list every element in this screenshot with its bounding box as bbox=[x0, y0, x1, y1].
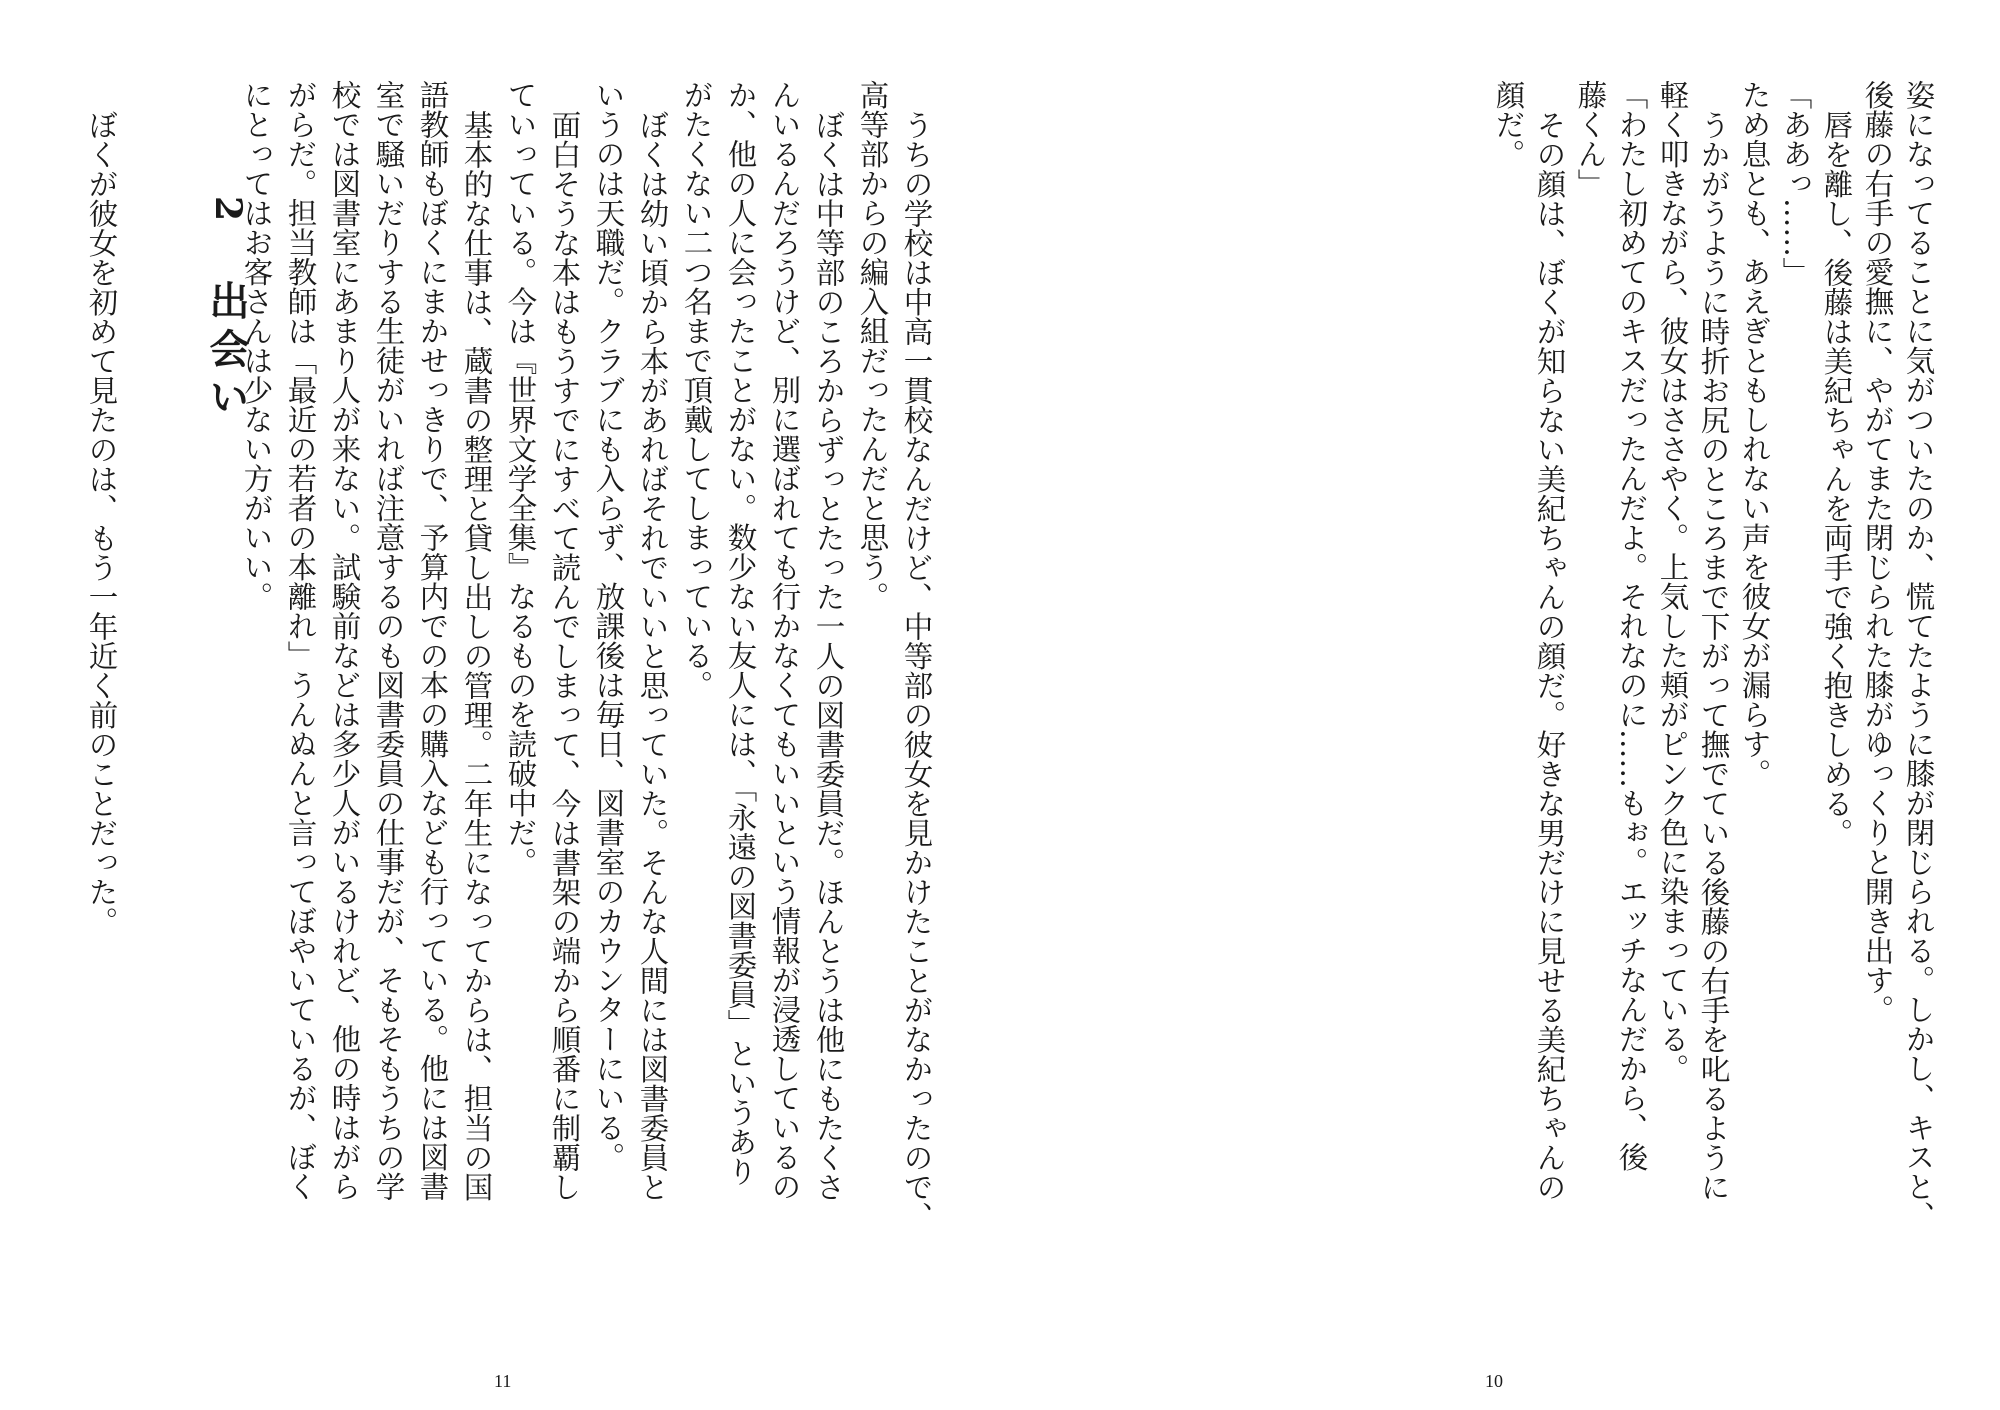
page-number: 11 bbox=[494, 1371, 512, 1391]
page-number: 10 bbox=[1485, 1371, 1503, 1391]
text-line: 軽く叩きながら、彼女はささやく。上気した頬がピンク色に染まっている。 bbox=[1655, 80, 1690, 1083]
text-line: ぼくが彼女を初めて見たのは、もう一年近く前のことだった。 bbox=[84, 110, 119, 936]
text-line: 面白そうな本はもうすでにすべて読んでしまって、今は書架の端から順番に制覇し bbox=[547, 110, 582, 1202]
text-line: 顔だ。 bbox=[1491, 80, 1526, 169]
chapter-number: 2 bbox=[207, 196, 249, 222]
text-line: 姿になってることに気がついたのか、慌てたように膝が閉じられる。しかし、キスと、 bbox=[1901, 80, 1936, 1231]
text-line: ていっている。今は『世界文学全集』なるものを読破中だ。 bbox=[503, 80, 538, 877]
text-line: 「わたし初めてのキスだったんだよ。それなのに……もぉ。エッチなんだから、後 bbox=[1614, 80, 1649, 1172]
text-line: がたくない二つ名まで頂戴してしまっている。 bbox=[679, 80, 714, 700]
text-line: ぼくは幼い頃から本があればそれでいいと思っていた。そんな人間には図書委員と bbox=[635, 110, 670, 1202]
chapter-title: 出会い bbox=[203, 280, 250, 424]
text-line: その顔は、ぼくが知らない美紀ちゃんの顔だ。好きな男だけに見せる美紀ちゃんの bbox=[1532, 110, 1567, 1202]
text-line: 高等部からの編入組だったんだと思う。 bbox=[855, 80, 890, 611]
text-line: 後藤の右手の愛撫に、やがてまた閉じられた膝がゆっくりと開き出す。 bbox=[1860, 80, 1895, 1024]
text-line: いうのは天職だ。クラブにも入らず、放課後は毎日、図書室のカウンターにいる。 bbox=[591, 80, 626, 1172]
text-line: うちの学校は中高一貫校なんだけど、中等部の彼女を見かけたことがなかったので、 bbox=[899, 110, 934, 1231]
text-line: にとってはお客さんは少ない方がいい。 bbox=[239, 80, 274, 611]
text-line: がらだ。担当教師は「最近の若者の本離れ」うんぬんと言ってぼやいているが、ぼく bbox=[283, 80, 318, 1201]
text-line: 校では図書室にあまり人が来ない。試験前などは多少人がいるけれど、他の時はがら bbox=[327, 80, 362, 1201]
text-line: ぼくは中等部のころからずっとたった一人の図書委員だ。ほんとうは他にもたくさ bbox=[811, 110, 846, 1202]
text-line: ため息とも、あえぎともしれない声を彼女が漏らす。 bbox=[1737, 80, 1772, 788]
right-page bbox=[1000, 0, 2000, 1410]
text-line: 基本的な仕事は、蔵書の整理と貸し出しの管理。二年生になってからは、担当の国 bbox=[459, 110, 494, 1202]
text-line: 語教師もぼくにまかせっきりで、予算内での本の購入なども行っている。他には図書 bbox=[415, 80, 450, 1201]
text-line: 室で騒いだりする生徒がいれば注意するのも図書委員の仕事だが、そもそもうちの学 bbox=[371, 80, 406, 1201]
text-line: 唇を離し、後藤は美紀ちゃんを両手で強く抱きしめる。 bbox=[1819, 110, 1854, 848]
text-line: んいるんだろうけど、別に選ばれても行かなくてもいいという情報が浸透しているの bbox=[767, 80, 802, 1201]
text-line: 藤くん」 bbox=[1573, 80, 1608, 198]
text-line: うかがうように時折お尻のところまで下がって撫でている後藤の右手を叱るように bbox=[1696, 110, 1731, 1202]
text-line: 「ああっ……」 bbox=[1778, 80, 1813, 287]
text-line: か、他の人に会ったことがない。数少ない友人には、「永遠の図書委員」というあり bbox=[723, 80, 758, 1187]
